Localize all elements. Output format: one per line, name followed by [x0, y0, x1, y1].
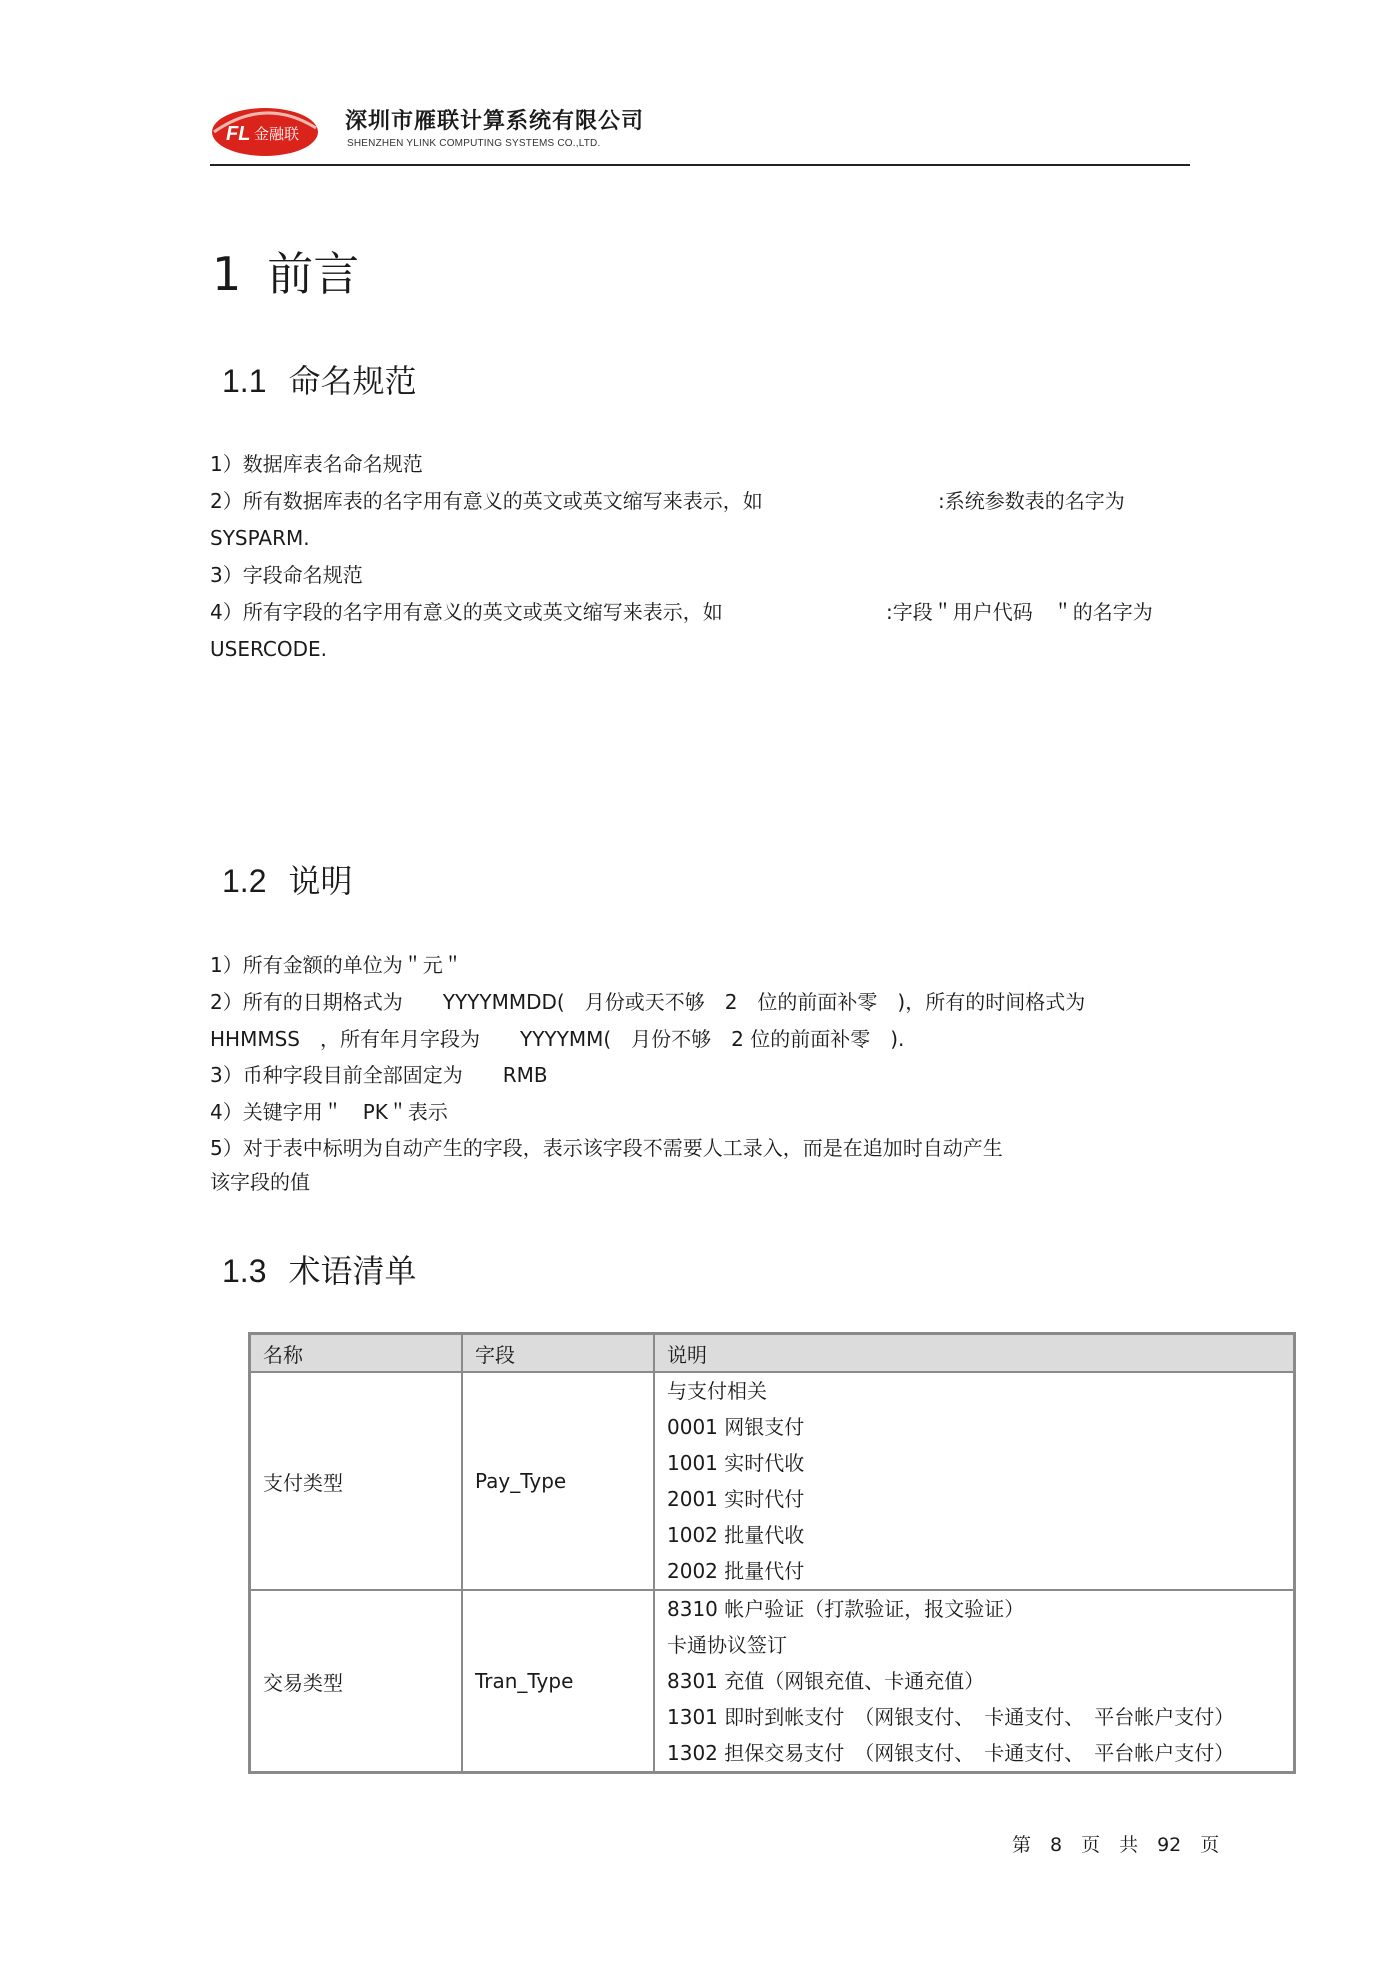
paragraph-line: USERCODE.	[210, 637, 327, 661]
chapter-title: 前言	[267, 247, 360, 301]
description-line: 与支付相关	[667, 1379, 767, 1403]
page-number: 第 8 页 共 92 页	[1012, 1834, 1220, 1856]
table-row	[250, 1372, 1295, 1590]
section-number: 1.1	[222, 363, 267, 399]
paragraph-line: 4）所有字段的名字用有意义的英文或英文缩写来表示，如	[210, 600, 723, 624]
paragraph-line: SYSPARM.	[210, 526, 310, 550]
column-header-description: 说明	[654, 1334, 1295, 1373]
cell-field: Tran_Type	[462, 1590, 654, 1773]
paragraph-line: 该字段的值	[210, 1170, 310, 1194]
section-title: 术语清单	[288, 1252, 417, 1290]
paragraph-line: 4）关键字用＂ PK＂表示	[210, 1100, 448, 1124]
paragraph-line: :系统参数表的名字为	[938, 489, 1125, 513]
chapter-heading	[212, 238, 359, 304]
description-line: 8310 帐户验证（打款验证，报文验证）	[667, 1597, 1025, 1621]
section-title: 命名规范	[288, 362, 417, 400]
column-header-name: 名称	[250, 1334, 463, 1373]
svg-text:FL: FL	[226, 123, 251, 145]
description-line: 1001 实时代收	[667, 1451, 805, 1475]
paragraph-line: 2）所有的日期格式为 YYYYMMDD( 月份或天不够 2 位的前面补零 )，所有的时间格式为	[210, 990, 1086, 1014]
paragraph-line: 2）所有数据库表的名字用有意义的英文或英文缩写来表示，如	[210, 489, 763, 513]
description-line: 1302 担保交易支付 （网银支付、 卡通支付、 平台帐户支付）	[667, 1741, 1235, 1765]
description-line: 8301 充值（网银充值、卡通充值）	[667, 1669, 985, 1693]
description-line: 1002 批量代收	[667, 1523, 805, 1547]
section-heading-1-3	[222, 1246, 417, 1292]
company-logo	[210, 102, 320, 158]
section-heading-1-2	[222, 856, 353, 902]
section-number: 1.3	[222, 1253, 267, 1289]
paragraph-line: 3）字段命名规范	[210, 563, 363, 587]
description-line: 2001 实时代付	[667, 1487, 805, 1511]
column-header-field: 字段	[462, 1334, 654, 1373]
paragraph-line: HHMMSS ，所有年月字段为 YYYYMM( 月份不够 2 位的前面补零 ).	[210, 1027, 905, 1051]
cell-description	[654, 1372, 1295, 1590]
description-line: 卡通协议签订	[667, 1633, 787, 1657]
description-line: 2002 批量代付	[667, 1559, 805, 1583]
svg-text:金融联: 金融联	[254, 125, 300, 143]
cell-name: 交易类型	[250, 1590, 463, 1773]
glossary-table	[248, 1332, 1296, 1774]
table-header-row	[250, 1334, 1295, 1373]
table-row	[250, 1590, 1295, 1773]
header-divider	[210, 164, 1190, 166]
cell-name: 支付类型	[250, 1372, 463, 1590]
cell-field: Pay_Type	[462, 1372, 654, 1590]
paragraph-line: 3）币种字段目前全部固定为 RMB	[210, 1063, 548, 1087]
page-header	[210, 98, 1190, 166]
section-heading-1-1	[222, 356, 417, 402]
section-title: 说明	[288, 862, 353, 900]
company-name-en: SHENZHEN YLINK COMPUTING SYSTEMS CO.,LTD.	[347, 138, 601, 149]
description-line: 0001 网银支付	[667, 1415, 805, 1439]
cell-description	[654, 1590, 1295, 1773]
paragraph-line: 1）所有金额的单位为＂元＂	[210, 953, 463, 977]
description-line: 1301 即时到帐支付 （网银支付、 卡通支付、 平台帐户支付）	[667, 1705, 1235, 1729]
chapter-number: 1	[212, 247, 242, 301]
company-name-cn: 深圳市雁联计算系统有限公司	[345, 108, 645, 134]
paragraph-line: :字段＂用户代码 ＂的名字为	[886, 600, 1153, 624]
paragraph-line: 5）对于表中标明为自动产生的字段，表示该字段不需要人工录入，而是在追加时自动产生	[210, 1136, 1003, 1160]
section-number: 1.2	[222, 863, 267, 899]
paragraph-line: 1）数据库表名命名规范	[210, 452, 423, 476]
